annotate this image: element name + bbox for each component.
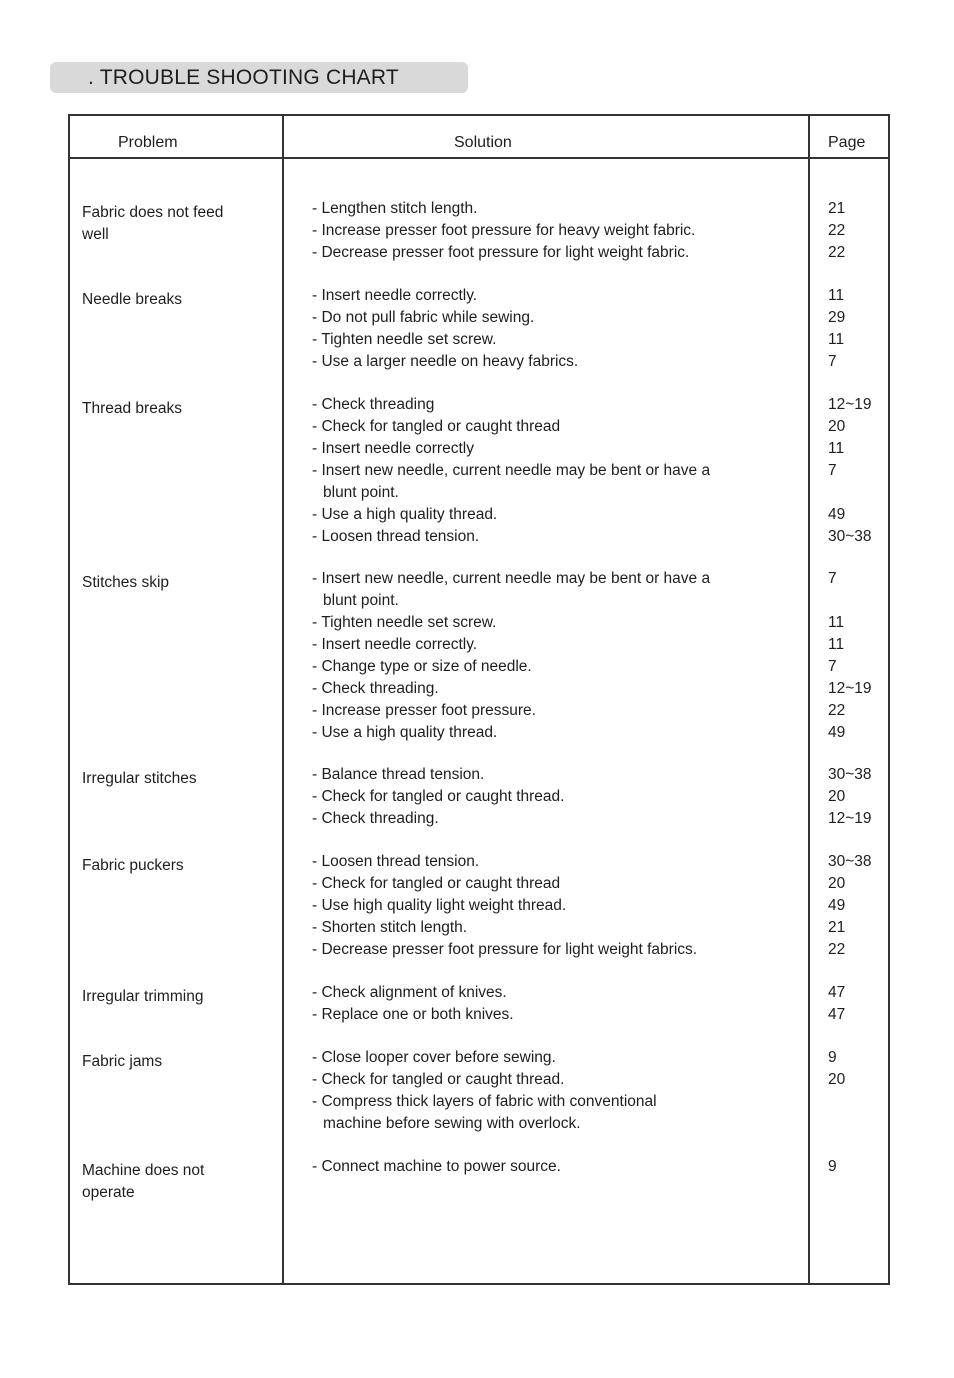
page-number: 20	[828, 788, 846, 805]
solution-cell	[312, 394, 812, 548]
solution-line: - Decrease presser foot pressure for light weight fabric.	[312, 244, 690, 261]
solution-line: - Check threading	[312, 396, 435, 413]
problem-text: Needle breaks	[82, 291, 182, 308]
solution-cell	[312, 568, 812, 744]
solution-line: - Compress thick layers of fabric with conventional	[312, 1093, 657, 1110]
header-solution: Solution	[454, 134, 512, 151]
problem-cell	[82, 1160, 278, 1204]
solution-line: - Decrease presser foot pressure for light weight fabrics.	[312, 941, 698, 958]
solution-line: - Use high quality light weight thread.	[312, 897, 567, 914]
page-number: 30~38	[828, 766, 872, 783]
page-cell	[828, 1156, 884, 1178]
trouble-shooting-table	[68, 114, 890, 1285]
page-number: 7	[828, 570, 837, 587]
solution-line: - Check for tangled or caught thread.	[312, 1071, 565, 1088]
solution-line: - Insert needle correctly.	[312, 636, 478, 653]
solution-line: - Insert needle correctly.	[312, 287, 478, 304]
solution-line: - Lengthen stitch length.	[312, 200, 478, 217]
page-cell	[828, 568, 884, 744]
page-number: 20	[828, 1071, 846, 1088]
page-number: 11	[828, 331, 845, 348]
page-number: 29	[828, 309, 846, 326]
page-number: 12~19	[828, 396, 872, 413]
problem-text: Fabric puckers	[82, 857, 184, 874]
page-number: 11	[828, 287, 845, 304]
page-number: 11	[828, 614, 845, 631]
page-number: 11	[828, 636, 845, 653]
page-number: 7	[828, 353, 837, 370]
page-number: 20	[828, 875, 846, 892]
solution-line: - Tighten needle set screw.	[312, 614, 497, 631]
page-number: 7	[828, 658, 837, 675]
solution-line: machine before sewing with overlock.	[323, 1115, 581, 1132]
solution-cell	[312, 285, 812, 373]
solution-line: - Use a larger needle on heavy fabrics.	[312, 353, 579, 370]
solution-line: - Use a high quality thread.	[312, 724, 498, 741]
page-number: 30~38	[828, 528, 872, 545]
page-cell	[828, 285, 884, 373]
header-divider	[70, 157, 888, 159]
problem-text: Irregular trimming	[82, 988, 204, 1005]
problem-cell	[82, 289, 278, 311]
problem-text: Fabric jams	[82, 1053, 163, 1070]
page-number: 21	[828, 919, 846, 936]
page-number: 30~38	[828, 853, 872, 870]
problem-text: Thread breaks	[82, 400, 182, 417]
solution-line: blunt point.	[323, 484, 399, 501]
solution-line: - Loosen thread tension.	[312, 528, 480, 545]
page-number: 9	[828, 1158, 837, 1175]
solution-line: - Insert new needle, current needle may be bent or have a	[312, 570, 711, 587]
page-number: 49	[828, 506, 846, 523]
page-number: 9	[828, 1049, 837, 1066]
solution-line: - Check for tangled or caught thread	[312, 418, 561, 435]
problem-cell	[82, 1051, 278, 1073]
solution-line: - Replace one or both knives.	[312, 1006, 514, 1023]
solution-line: - Balance thread tension.	[312, 766, 485, 783]
page-cell	[828, 764, 884, 830]
solution-line: - Insert new needle, current needle may be bent or have a	[312, 462, 711, 479]
problem-cell	[82, 855, 278, 877]
solution-line: - Do not pull fabric while sewing.	[312, 309, 535, 326]
solution-cell	[312, 198, 812, 264]
page-number: 11	[828, 440, 845, 457]
page-cell	[828, 198, 884, 264]
solution-line: - Increase presser foot pressure for heavy weight fabric.	[312, 222, 696, 239]
page-number: 22	[828, 222, 846, 239]
solution-line: - Change type or size of needle.	[312, 658, 532, 675]
page-number: 49	[828, 897, 846, 914]
problem-text: operate	[82, 1184, 135, 1201]
problem-cell	[82, 986, 278, 1008]
page-number	[828, 1091, 884, 1113]
solution-cell	[312, 1047, 812, 1135]
page-number: 21	[828, 200, 846, 217]
solution-line: - Check for tangled or caught thread.	[312, 788, 565, 805]
page-number: 12~19	[828, 680, 872, 697]
page-cell	[828, 851, 884, 961]
page-title: . TROUBLE SHOOTING CHART	[88, 66, 399, 89]
solution-line: blunt point.	[323, 592, 399, 609]
page-number	[828, 482, 884, 504]
solution-line: - Shorten stitch length.	[312, 919, 468, 936]
header-problem: Problem	[118, 134, 178, 151]
problem-text: Fabric does not feed	[82, 204, 224, 221]
section-title-bar	[50, 62, 468, 93]
solution-line: - Insert needle correctly	[312, 440, 474, 457]
page-number: 49	[828, 724, 846, 741]
problem-cell	[82, 572, 278, 594]
solution-cell	[312, 851, 812, 961]
problem-cell	[82, 398, 278, 420]
solution-line: - Close looper cover before sewing.	[312, 1049, 556, 1066]
page-number: 12~19	[828, 810, 872, 827]
problem-text: Stitches skip	[82, 574, 170, 591]
solution-line: - Check alignment of knives.	[312, 984, 507, 1001]
solution-cell	[312, 1156, 812, 1178]
solution-line: - Check for tangled or caught thread	[312, 875, 561, 892]
page-number: 22	[828, 941, 846, 958]
header-page: Page	[828, 134, 866, 151]
solution-cell	[312, 982, 812, 1026]
page-number: 22	[828, 244, 846, 261]
solution-line: - Loosen thread tension.	[312, 853, 480, 870]
page-number: 7	[828, 462, 837, 479]
problem-text: Irregular stitches	[82, 770, 197, 787]
page-number	[828, 1113, 884, 1135]
page-number: 47	[828, 984, 846, 1001]
solution-line: - Check threading.	[312, 680, 439, 697]
solution-line: - Connect machine to power source.	[312, 1158, 561, 1175]
problem-cell	[82, 202, 278, 246]
solution-line: - Tighten needle set screw.	[312, 331, 497, 348]
problem-text: Machine does not	[82, 1162, 205, 1179]
page-cell	[828, 1047, 884, 1135]
problem-cell	[82, 768, 278, 790]
page-number: 20	[828, 418, 846, 435]
column-divider	[282, 116, 284, 1283]
page-cell	[828, 982, 884, 1026]
page-cell	[828, 394, 884, 548]
solution-cell	[312, 764, 812, 830]
page-number: 47	[828, 1006, 846, 1023]
page-number: 22	[828, 702, 846, 719]
solution-line: - Increase presser foot pressure.	[312, 702, 536, 719]
problem-text: well	[82, 226, 109, 243]
page-number	[828, 590, 884, 612]
solution-line: - Use a high quality thread.	[312, 506, 498, 523]
solution-line: - Check threading.	[312, 810, 439, 827]
